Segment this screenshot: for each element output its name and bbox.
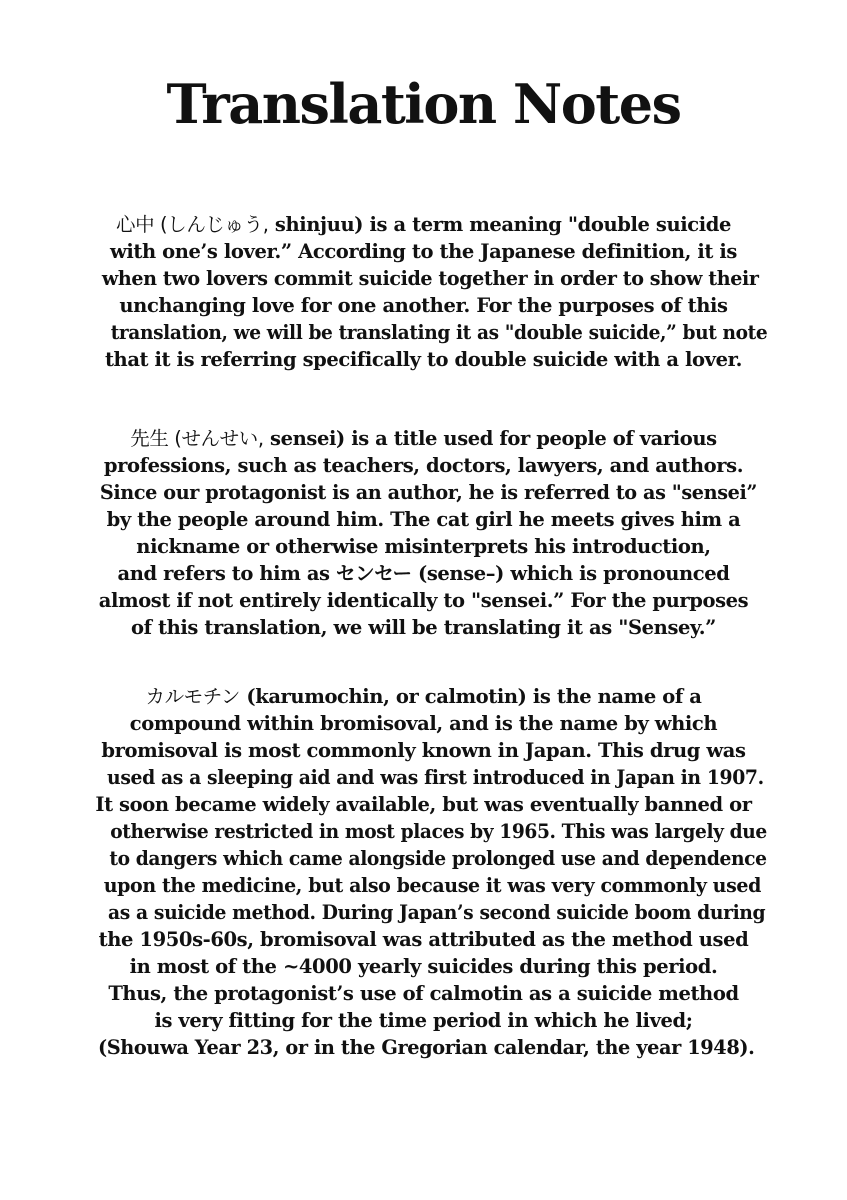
note-line: when two lovers commit suicide together in order to show their — [101, 267, 759, 290]
note-line: bromisoval is most commonly known in Japan. This drug was — [101, 739, 746, 762]
note-line: and refers to him as センセー (sense–) which is pronounced — [117, 562, 730, 585]
note-line: in most of the ~4000 yearly suicides during this period. — [129, 955, 718, 978]
note-text: shinjuu) is a term meaning "double suicide — [268, 213, 731, 236]
japanese-term: 先生 (せんせい, — [130, 427, 264, 450]
note-line: compound within bromisoval, and is the name by which — [129, 712, 718, 735]
note-line: the 1950s-60s, bromisoval was attributed as the method used — [98, 928, 749, 951]
note-line: unchanging love for one another. For the purposes of this — [119, 294, 728, 317]
note-line: is very fitting for the time period in which he lived; — [154, 1009, 693, 1032]
note-line: used as a sleeping aid and was first introduced in Japan in 1907. — [107, 766, 764, 789]
note-karumochin — [95, 683, 767, 1061]
note-line: that it is referring specifically to double suicide with a lover. — [104, 348, 743, 371]
page-title: Translation Notes — [166, 72, 681, 136]
note-shinjuu — [95, 211, 768, 373]
note-text: sensei) is a title used for people of various — [263, 427, 717, 450]
note-line: It soon became widely available, but was eventually banned or — [95, 793, 752, 816]
note-line: nickname or otherwise misinterprets his introduction, — [136, 535, 711, 558]
note-line: Since our protagonist is an author, he is referred to as "sensei” — [99, 481, 758, 504]
note-line: Thus, the protagonist’s use of calmotin as a suicide method — [108, 982, 739, 1005]
note-line — [95, 211, 752, 238]
note-line: of this translation, we will be translating it as "Sensey.” — [131, 616, 716, 639]
japanese-term: カルモチン — [145, 685, 240, 708]
note-line — [95, 425, 752, 452]
note-line: to dangers which came alongside prolonged use and dependence — [109, 847, 767, 870]
note-line: otherwise restricted in most places by 1965. This was largely due — [110, 820, 767, 843]
note-line: by the people around him. The cat girl he meets gives him a — [106, 508, 741, 531]
note-line: upon the medicine, but also because it was very commonly used — [103, 874, 761, 897]
note-line: as a suicide method. During Japan’s second suicide boom during — [107, 901, 766, 924]
note-line: (Shouwa Year 23, or in the Gregorian calendar, the year 1948). — [97, 1036, 755, 1059]
note-line: almost if not entirely identically to "sensei.” For the purposes — [98, 589, 749, 612]
note-text: (karumochin, or calmotin) is the name of a — [240, 685, 702, 708]
note-line: professions, such as teachers, doctors, lawyers, and authors. — [103, 454, 744, 477]
note-line: with one’s lover.” According to the Japanese definition, it is — [109, 240, 737, 263]
note-line: translation, we will be translating it as "double suicide,” but note — [110, 321, 768, 344]
note-sensei — [95, 425, 758, 641]
japanese-term: 心中 (しんじゅう, — [116, 213, 269, 236]
note-line — [95, 683, 752, 710]
